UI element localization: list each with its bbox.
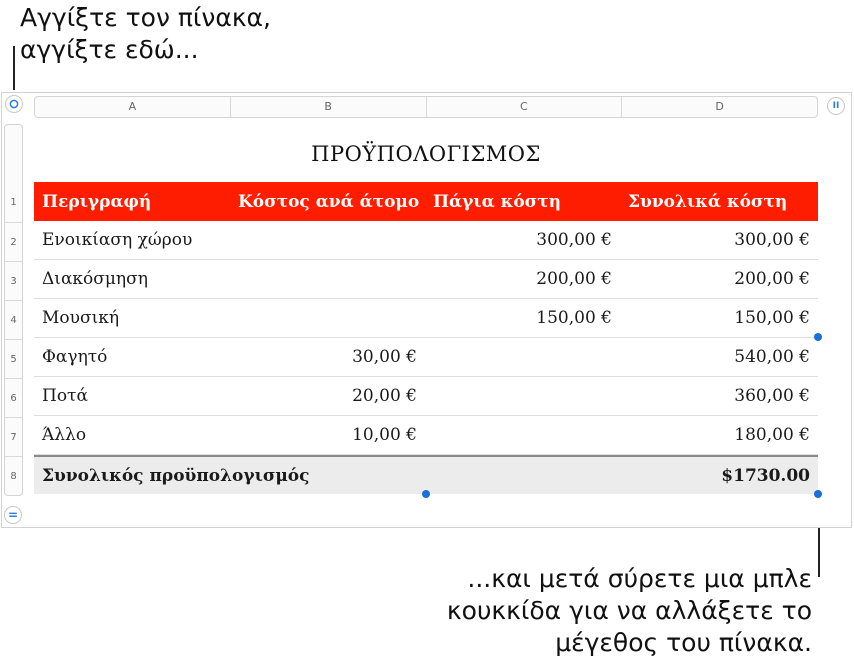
table-cell[interactable]: 540,00 € xyxy=(734,347,810,367)
row-header-5[interactable]: 5 xyxy=(5,339,22,378)
callout-bottom xyxy=(447,563,812,659)
row-header-6[interactable]: 6 xyxy=(5,378,22,417)
footer-cell-total[interactable]: $1730.00 xyxy=(721,465,810,486)
table-cell[interactable]: 300,00 € xyxy=(734,230,810,250)
table-cell[interactable]: 180,00 € xyxy=(734,425,810,445)
budget-table[interactable] xyxy=(34,182,818,494)
table-cell[interactable]: 200,00 € xyxy=(734,269,810,289)
header-cell[interactable]: Περιγραφή xyxy=(42,191,152,212)
table-title: ΠΡΟΫΠΟΛΟΓΙΣΜΟΣ xyxy=(311,142,541,166)
callout-top-line-2: αγγίξτε εδώ... xyxy=(20,35,199,64)
table-row[interactable] xyxy=(34,299,818,338)
row-header-8[interactable]: 8 xyxy=(5,456,22,495)
add-row-button[interactable] xyxy=(4,506,22,524)
row-header-bar xyxy=(4,124,23,496)
leader-line-top xyxy=(13,46,15,90)
table-footer-row[interactable] xyxy=(34,455,818,494)
callout-top-line-1: Αγγίξτε τον πίνακα, xyxy=(20,3,271,32)
table-row[interactable] xyxy=(34,416,818,455)
header-cell[interactable]: Πάγια κόστη xyxy=(433,191,561,212)
table-cell[interactable]: Μουσική xyxy=(42,308,120,328)
callout-bottom-line-1: ...και μετά σύρετε μια μπλε xyxy=(467,564,812,593)
columns-icon: II xyxy=(832,100,840,111)
table-row[interactable] xyxy=(34,260,818,299)
table-cell[interactable]: Φαγητό xyxy=(42,347,108,367)
table-cell[interactable]: Ποτά xyxy=(42,386,88,406)
rows-icon: = xyxy=(7,508,19,522)
row-header-7[interactable]: 7 xyxy=(5,417,22,456)
row-header-1[interactable]: 1 xyxy=(10,197,17,208)
callout-top xyxy=(20,2,271,66)
column-header-d[interactable]: D xyxy=(715,100,724,113)
table-cell[interactable]: 300,00 € xyxy=(536,230,612,250)
callout-bottom-line-2: κουκκίδα για να αλλάξετε το xyxy=(446,596,812,625)
table-row[interactable] xyxy=(34,338,818,377)
table-cell[interactable]: 150,00 € xyxy=(734,308,810,328)
table-cell[interactable]: 200,00 € xyxy=(536,269,612,289)
header-cell[interactable]: Κόστος ανά άτομο xyxy=(238,191,420,212)
header-cell[interactable]: Συνολικά κόστη xyxy=(628,191,788,212)
circle-icon xyxy=(9,99,19,109)
table-cell[interactable]: Άλλο xyxy=(42,425,87,445)
table-cell[interactable]: 10,00 € xyxy=(352,425,417,445)
footer-cell-label[interactable]: Συνολικός προϋπολογισμός xyxy=(42,465,310,486)
table-cell[interactable]: 20,00 € xyxy=(352,386,417,406)
resize-handle-bottom[interactable] xyxy=(422,490,430,498)
table-cell[interactable]: 30,00 € xyxy=(352,347,417,367)
table-cell[interactable]: Ενοικίαση χώρου xyxy=(42,230,193,250)
column-header-a[interactable]: A xyxy=(35,97,231,117)
table-row[interactable] xyxy=(34,221,818,260)
column-header-b[interactable]: B xyxy=(231,97,427,117)
row-header-3[interactable]: 3 xyxy=(5,261,22,300)
row-header-2[interactable]: 2 xyxy=(5,222,22,261)
row-header-4[interactable]: 4 xyxy=(5,300,22,339)
column-header-c[interactable]: C xyxy=(427,97,623,117)
table-cell[interactable]: Διακόσμηση xyxy=(42,269,148,289)
table-row[interactable] xyxy=(34,377,818,416)
resize-handle-right[interactable] xyxy=(814,333,822,341)
table-cell[interactable]: 150,00 € xyxy=(536,308,612,328)
table-header-row[interactable] xyxy=(34,182,818,221)
column-header-bar xyxy=(34,96,818,118)
add-column-button[interactable] xyxy=(827,97,845,115)
callout-bottom-line-3: μέγεθος του πίνακα. xyxy=(555,628,812,657)
select-table-button[interactable] xyxy=(5,95,23,113)
resize-handle-corner[interactable] xyxy=(814,490,822,498)
table-cell[interactable]: 360,00 € xyxy=(734,386,810,406)
